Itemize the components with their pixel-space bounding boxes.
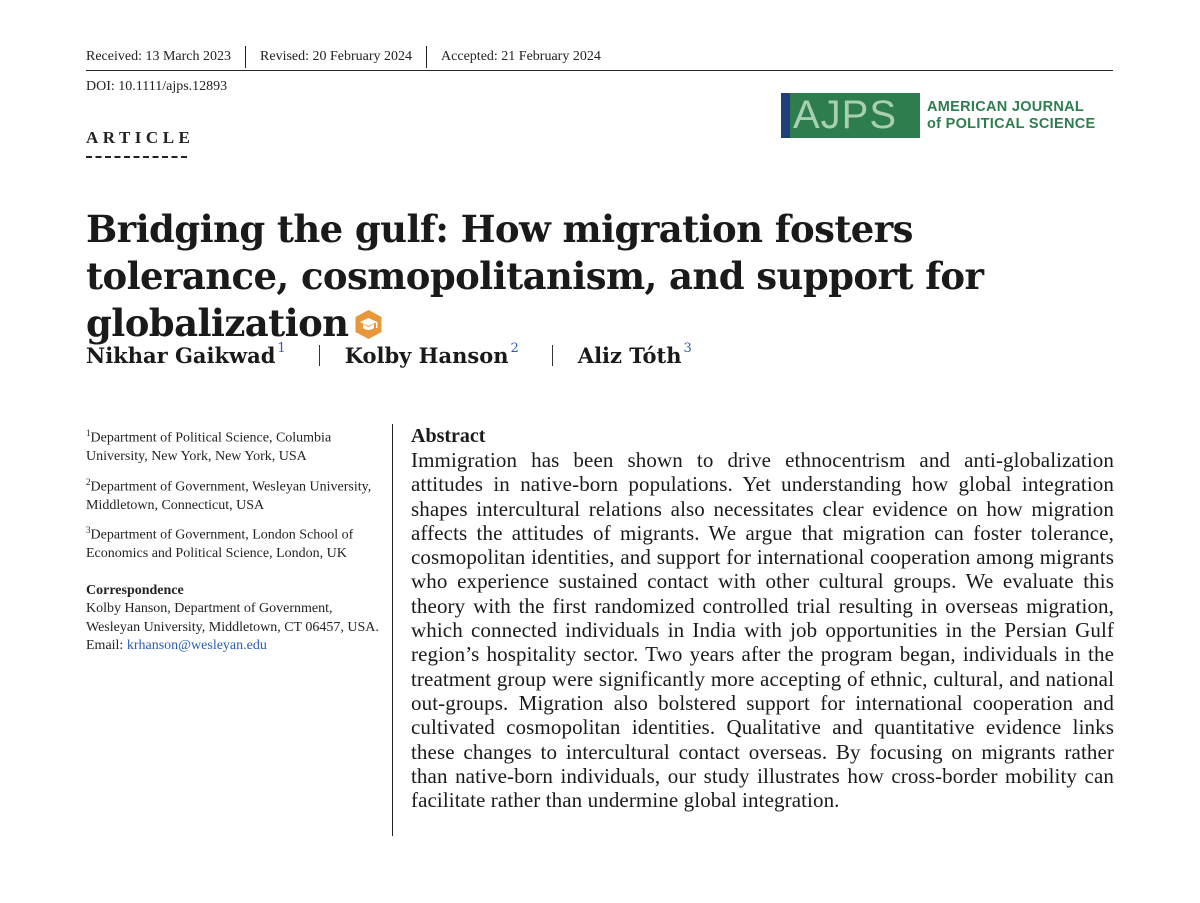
journal-name <box>927 99 1095 133</box>
correspondence-email: Email: krhanson@wesleyan.edu <box>86 638 267 654</box>
author-separator <box>552 345 553 366</box>
author-separator <box>319 345 320 366</box>
author-name: Aliz Tóth <box>577 343 682 368</box>
article-title-text: Bridging the gulf: How migration fosters tolerance, cosmopolitanism, and support for globalization <box>86 207 984 345</box>
header-rule <box>86 70 1113 71</box>
doi[interactable]: DOI: 10.1111/ajps.12893 <box>86 79 228 94</box>
journal-acronym: AJPS <box>793 93 898 137</box>
affiliation-1: $^1$Department of Political Science, Columbia University, New York, New York, USA <box>86 428 332 465</box>
revised-date: Revised: 20 February 2024 <box>245 46 426 68</box>
publication-dates <box>86 46 1113 68</box>
received-date: Received: 13 March 2023 <box>86 49 232 64</box>
journal-logo[interactable] <box>781 93 1095 138</box>
author-1[interactable] <box>86 343 286 368</box>
journal-logo-mark <box>781 93 920 138</box>
correspondence-heading: Correspondence <box>86 582 184 598</box>
article-label-underline <box>86 156 187 158</box>
journal-name-line2: of POLITICAL SCIENCE <box>927 115 1096 132</box>
abstract-body: Immigration has been shown to drive ethnocentrism and anti-globalization attitudes in native-born populations. Yet understanding how global integration shapes intercultural relations also necessitates clear evidence on how migration affects the attitudes of migrants. We argue that migration can foster tolerance, cosmopolitan identities, and support for international cooperation among migrants who experience sustained contact with other cultural groups. We evaluate this theory with the first randomized controlled trial resulting in overseas migration, which connected individuals in India with job opportunities in the Persian Gulf region’s hospitality sector. Two years after the program began, individuals in the treatment group were significantly more accepting of ethnic, cultural, and national out-groups. Migration also bolstered support for international cooperation and cultivated cosmopolitan identities. Qualitative and quantitative evidence links these changes to intercultural contact overseas. By focusing on migrants rather than native-born individuals, our study illustrates how cross-border mobility can facilitate rather than undermine global integration. <box>411 448 1114 813</box>
author-2[interactable] <box>345 343 519 368</box>
author-name: Nikhar Gaikwad <box>86 343 276 368</box>
accepted-date: Accepted: 21 February 2024 <box>426 46 615 68</box>
affiliations-panel <box>86 424 381 656</box>
author-list <box>86 343 692 368</box>
affiliation-2: $^2$Department of Government, Wesleyan University, Middletown, Connecticut, USA <box>86 476 372 513</box>
abstract-section <box>392 424 1114 836</box>
journal-name-line1: AMERICAN JOURNAL <box>927 98 1085 115</box>
author-affiliation-ref[interactable]: 2 <box>510 341 519 356</box>
author-affiliation-ref[interactable]: 3 <box>683 341 692 356</box>
open-access-icon[interactable] <box>354 309 383 340</box>
affiliation-3: $^3$Department of Government, London School of Economics and Political Science, London, UK <box>86 525 354 562</box>
email-link[interactable]: krhanson@wesleyan.edu <box>126 638 267 654</box>
abstract-heading: Abstract <box>411 425 486 447</box>
author-3[interactable] <box>578 343 692 368</box>
article-title <box>86 206 1086 347</box>
author-affiliation-ref[interactable]: 1 <box>277 341 286 356</box>
article-type-label: ARTICLE <box>86 128 195 147</box>
correspondence-address: Kolby Hanson, Department of Government, Wesleyan University, Middletown, CT 06457, USA. <box>86 601 379 635</box>
author-name: Kolby Hanson <box>344 343 509 368</box>
